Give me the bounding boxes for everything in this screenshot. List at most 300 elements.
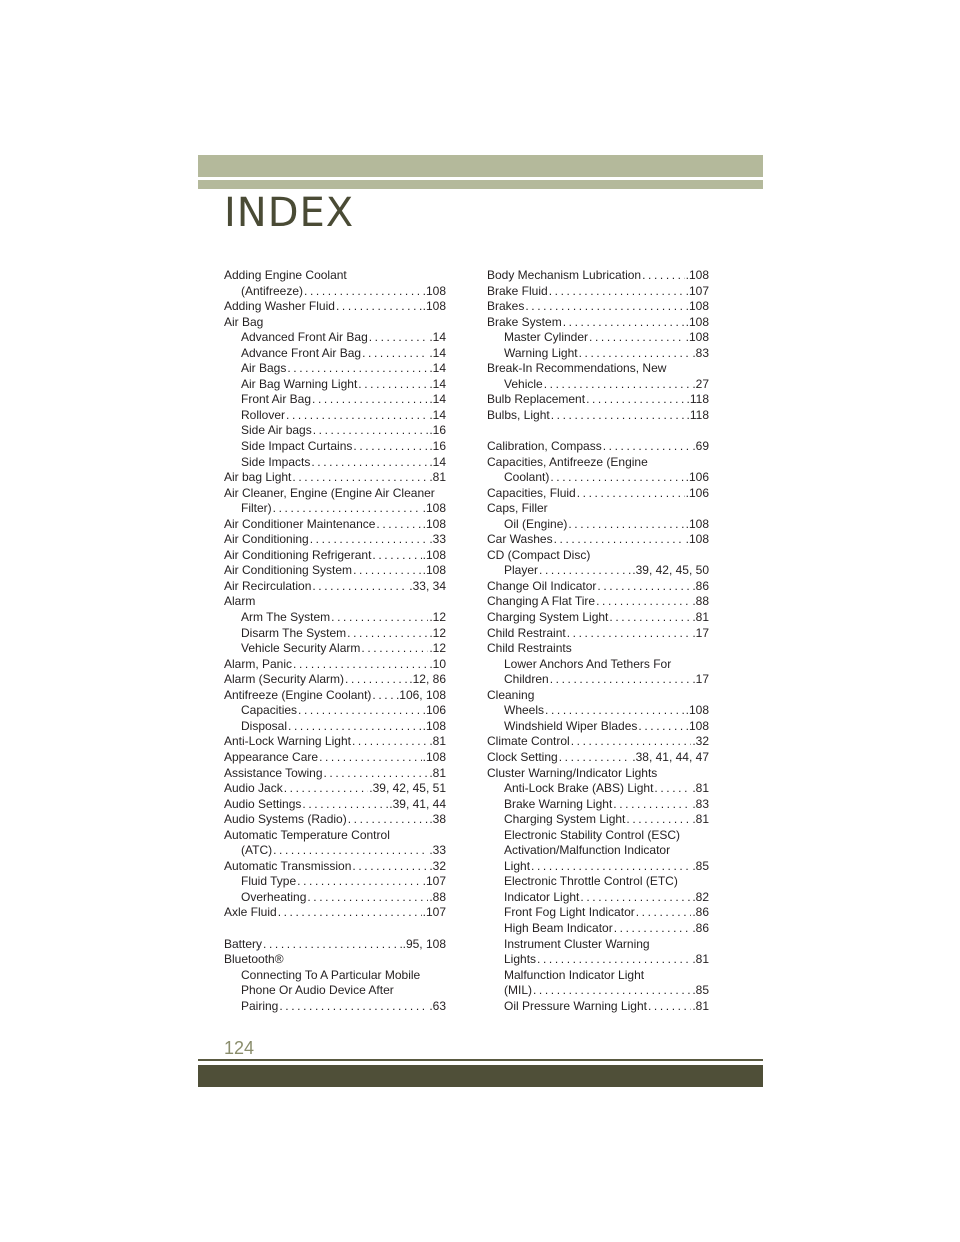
dot-leader — [609, 610, 691, 626]
index-entry-page: .86 — [692, 578, 709, 593]
index-entry — [487, 983, 709, 999]
index-column-right — [487, 268, 709, 1014]
index-entry — [487, 905, 709, 921]
index-entry — [224, 439, 446, 455]
index-entry-text: Alarm — [224, 594, 256, 609]
index-entry-text: Connecting To A Particular Mobile — [241, 967, 421, 982]
dot-leader — [273, 501, 422, 517]
index-entry-page: .108 — [422, 563, 446, 578]
index-entry — [224, 905, 446, 921]
index-entry — [224, 688, 446, 704]
index-entry-text: Disposal — [241, 718, 288, 733]
dot-leader — [313, 423, 429, 439]
index-entry — [224, 750, 446, 766]
index-entry — [487, 952, 709, 968]
index-entry-text: Automatic Transmission — [224, 858, 352, 873]
index-entry — [224, 983, 446, 999]
dot-leader — [287, 361, 428, 377]
dot-leader — [307, 890, 428, 906]
index-entry-page: .85 — [692, 858, 709, 873]
index-entry — [487, 781, 709, 797]
index-entry-page: .14 — [429, 376, 446, 391]
index-entry-page: .27 — [692, 376, 709, 391]
dot-leader — [568, 517, 684, 533]
index-entry — [224, 392, 446, 408]
dot-leader — [312, 579, 408, 595]
index-entry — [487, 517, 709, 533]
dot-leader — [345, 672, 408, 688]
index-entry — [224, 517, 446, 533]
index-entry-page: .88 — [429, 889, 446, 904]
index-entry-text: Side Air bags — [241, 423, 312, 438]
index-entry-page: .108 — [685, 268, 709, 282]
index-entry-page: .32 — [692, 734, 709, 749]
dot-leader — [579, 346, 692, 362]
index-entry — [487, 626, 709, 642]
dot-leader — [586, 392, 685, 408]
index-entry-text: Fluid Type — [241, 874, 297, 889]
dot-leader — [636, 905, 692, 921]
index-entry — [224, 268, 446, 284]
index-entry-text: Automatic Temperature Control — [224, 827, 390, 842]
header-band — [198, 155, 763, 177]
index-entry-text: Rollover — [241, 407, 286, 422]
index-entry-page: .107 — [422, 905, 446, 920]
index-entry-page: .81 — [429, 765, 446, 780]
index-entry — [224, 766, 446, 782]
index-entry — [487, 766, 709, 782]
dot-leader — [336, 299, 422, 315]
dot-leader — [559, 750, 632, 766]
index-entry — [487, 455, 709, 471]
dot-leader — [298, 703, 422, 719]
index-entry-page: .108 — [685, 299, 709, 314]
index-entry-text: Capacities, Fluid — [487, 485, 576, 500]
index-entry — [487, 361, 709, 377]
index-entry-text: Bulb Replacement — [487, 392, 586, 407]
index-entry-page: .81 — [692, 952, 709, 967]
index-entry-text: Air Conditioning System — [224, 563, 353, 578]
dot-leader — [293, 657, 428, 673]
dot-leader — [537, 952, 691, 968]
index-entry — [224, 486, 446, 502]
index-entry — [224, 797, 446, 813]
index-entry-page: .108 — [685, 516, 709, 531]
index-entry-text: Air Bag — [224, 314, 264, 329]
index-entry-page: .63 — [429, 998, 446, 1013]
index-entry — [487, 548, 709, 564]
index-entry-page: .14 — [429, 361, 446, 376]
index-entry — [224, 610, 446, 626]
index-entry-text: Break-In Recommendations, New — [487, 361, 667, 376]
index-entry-page: .81 — [692, 610, 709, 625]
index-entry — [224, 315, 446, 331]
index-entry-page: .108 — [685, 532, 709, 547]
dot-leader — [638, 719, 684, 735]
index-entry — [487, 703, 709, 719]
index-entry-text: Vehicle — [504, 376, 543, 391]
index-entry-text: Car Washes — [487, 532, 553, 547]
index-entry-page: .10 — [429, 656, 446, 671]
index-entry — [487, 377, 709, 393]
index-entry-text: Caps, Filler — [487, 501, 548, 516]
index-entry-page: .108 — [422, 718, 446, 733]
index-entry-text: Antifreeze (Engine Coolant) — [224, 687, 372, 702]
index-entry-text: Air Conditioning Refrigerant — [224, 547, 372, 562]
index-entry-page: .108 — [422, 299, 446, 314]
index-entry — [224, 299, 446, 315]
index-entry — [487, 890, 709, 906]
index-entry — [487, 657, 709, 673]
index-entry-text: Front Air Bag — [241, 392, 312, 407]
index-entry-text: Capacities — [241, 703, 298, 718]
index-entry — [224, 423, 446, 439]
index-entry — [487, 688, 709, 704]
index-entry-text: Electronic Throttle Control (ETC) — [504, 874, 678, 889]
index-entry — [487, 859, 709, 875]
index-entry-page: .118 — [686, 407, 709, 422]
index-entry-text: Brake System — [487, 314, 562, 329]
index-entry-page: .14 — [429, 345, 446, 360]
dot-leader — [369, 330, 429, 346]
index-entry-page: .14 — [429, 330, 446, 345]
index-entry-text: Battery — [224, 936, 263, 951]
dot-leader — [284, 781, 369, 797]
dot-leader — [549, 284, 685, 300]
dot-leader — [544, 377, 692, 393]
index-entry — [224, 470, 446, 486]
index-entry-text: Brake Warning Light — [504, 796, 613, 811]
index-entry — [487, 843, 709, 859]
index-entry — [224, 781, 446, 797]
index-entry — [224, 532, 446, 548]
index-entry-text: Activation/Malfunction Indicator — [504, 843, 671, 858]
index-entry-page: .86 — [692, 905, 709, 920]
index-entry-text: Instrument Cluster Warning — [504, 936, 650, 951]
index-entry-text: (MIL) — [504, 983, 532, 998]
index-entry — [487, 999, 709, 1015]
dot-leader — [550, 470, 684, 486]
index-entry-page: .39, 42, 45, 50 — [632, 563, 709, 578]
index-entry-page: .108 — [422, 283, 446, 298]
index-entry-text: Air Cleaner, Engine (Engine Air Cleaner — [224, 485, 435, 500]
index-entry — [224, 548, 446, 564]
index-entry-page: .33, 34 — [409, 578, 446, 593]
dot-leader — [525, 299, 684, 315]
index-entry — [487, 828, 709, 844]
index-entry-page: .106 — [422, 703, 446, 718]
index-entry-page: .38, 41, 44, 47 — [632, 749, 709, 764]
index-entry — [224, 361, 446, 377]
index-entry-text: Climate Control — [487, 734, 570, 749]
dot-leader — [597, 579, 691, 595]
index-entry-text: Advance Front Air Bag — [241, 345, 362, 360]
dot-leader — [648, 999, 691, 1015]
index-entry-page: .82 — [692, 889, 709, 904]
dot-leader — [551, 408, 686, 424]
dot-leader — [319, 750, 422, 766]
index-entry — [224, 952, 446, 968]
header-rule — [198, 180, 763, 189]
dot-leader — [372, 548, 421, 564]
dot-leader — [310, 532, 429, 548]
dot-leader — [626, 812, 691, 828]
dot-leader — [297, 874, 421, 890]
index-entry-text: Wheels — [504, 703, 545, 718]
index-entry — [224, 330, 446, 346]
index-entry — [487, 284, 709, 300]
index-entry-text: Windshield Wiper Blades — [504, 718, 638, 733]
dot-leader — [304, 284, 422, 300]
index-entry-text: Appearance Care — [224, 749, 319, 764]
index-entry-text: Air Bag Warning Light — [241, 376, 358, 391]
index-entry-text: Light — [504, 858, 531, 873]
index-entry-text: Alarm (Security Alarm) — [224, 672, 345, 687]
index-entry-page: .16 — [429, 439, 446, 454]
index-entry-text: Electronic Stability Control (ESC) — [504, 827, 681, 842]
index-entry-text: Malfunction Indicator Light — [504, 967, 645, 982]
dot-leader — [372, 688, 395, 704]
index-entry-text: Coolant) — [504, 470, 550, 485]
dot-leader — [531, 859, 691, 875]
index-entry-text: Oil (Engine) — [504, 516, 568, 531]
index-entry-text: Children — [504, 672, 549, 687]
index-entry — [224, 812, 446, 828]
index-entry — [487, 921, 709, 937]
dot-leader — [550, 672, 692, 688]
index-entry-text: Filter) — [241, 501, 272, 516]
index-entry — [224, 874, 446, 890]
index-entry-text: Audio Systems (Radio) — [224, 812, 347, 827]
index-entry — [487, 812, 709, 828]
index-entry-page: .16 — [429, 423, 446, 438]
index-entry — [487, 315, 709, 331]
index-entry — [487, 968, 709, 984]
dot-leader — [358, 377, 428, 393]
index-entry-page: .86 — [692, 920, 709, 935]
index-entry-page: .38 — [429, 812, 446, 827]
dot-leader — [571, 734, 692, 750]
index-entry-text: Air Conditioning — [224, 532, 309, 547]
index-entry-text: Cleaning — [487, 687, 535, 702]
index-entry — [224, 843, 446, 859]
index-entry-text: Axle Fluid — [224, 905, 277, 920]
dot-leader — [589, 330, 685, 346]
index-entry-text: Anti-Lock Brake (ABS) Light — [504, 781, 654, 796]
index-entry-text: Bluetooth® — [224, 952, 284, 967]
index-entry — [487, 299, 709, 315]
index-entry-text: Anti-Lock Warning Light — [224, 734, 351, 749]
index-entry-text: Audio Settings — [224, 796, 302, 811]
index-entry-page: .108 — [422, 516, 446, 531]
index-entry — [487, 470, 709, 486]
dot-leader — [286, 408, 428, 424]
index-entry-text: Indicator Light — [504, 889, 580, 904]
index-entry-text: Player — [504, 563, 539, 578]
dot-leader — [302, 797, 388, 813]
index-entry-page: .12 — [429, 641, 446, 656]
dot-leader — [563, 315, 685, 331]
index-entry-page: .107 — [422, 874, 446, 889]
index-entry — [224, 579, 446, 595]
index-entry-page: .12, 86 — [409, 672, 446, 687]
index-entry — [487, 408, 709, 424]
dot-leader — [311, 455, 428, 471]
index-entry — [487, 594, 709, 610]
index-entry-page: .108 — [685, 718, 709, 733]
dot-leader — [596, 594, 691, 610]
index-entry-text: Air Bags — [241, 361, 287, 376]
index-entry-page: .33 — [429, 532, 446, 547]
dot-leader — [353, 439, 428, 455]
index-entry-page: .33 — [429, 843, 446, 858]
index-entry — [224, 968, 446, 984]
index-entry-text: Cluster Warning/Indicator Lights — [487, 765, 658, 780]
index-entry-page: .39, 42, 45, 51 — [369, 781, 446, 796]
index-entry-text: Warning Light — [504, 345, 578, 360]
index-entry — [487, 797, 709, 813]
index-entry — [487, 610, 709, 626]
index-entry-text: Side Impact Curtains — [241, 439, 353, 454]
index-entry — [224, 563, 446, 579]
index-entry-text: (Antifreeze) — [241, 283, 304, 298]
index-entry-page: .81 — [429, 470, 446, 485]
index-entry-page: .83 — [692, 796, 709, 811]
index-entry-text: Audio Jack — [224, 781, 283, 796]
dot-leader — [352, 734, 428, 750]
index-entry — [487, 750, 709, 766]
index-entry-page: .81 — [429, 734, 446, 749]
index-entry-page: .39, 41, 44 — [389, 796, 446, 811]
index-entry-text: Arm The System — [241, 610, 331, 625]
index-entry — [487, 672, 709, 688]
index-entry-text: Assistance Towing — [224, 765, 323, 780]
index-entry-page: .107 — [685, 283, 709, 298]
index-entry-text: Adding Washer Fluid — [224, 299, 335, 314]
index-entry — [224, 657, 446, 673]
index-entry — [487, 874, 709, 890]
dot-leader — [288, 719, 422, 735]
index-entry-page: .14 — [429, 407, 446, 422]
index-entry-page: .108 — [422, 547, 446, 562]
index-entry-page: .108 — [422, 501, 446, 516]
dot-leader — [554, 532, 685, 548]
index-entry-text: Change Oil Indicator — [487, 578, 597, 593]
index-entry-text: Phone Or Audio Device After — [241, 983, 394, 998]
dot-leader — [278, 905, 422, 921]
index-entry — [224, 734, 446, 750]
index-entry-page: .95, 108 — [402, 936, 446, 951]
footer-band — [198, 1065, 763, 1087]
index-entry-text: Adding Engine Coolant — [224, 268, 347, 282]
index-entry-text: Air bag Light — [224, 470, 292, 485]
index-entry-page: .108 — [685, 330, 709, 345]
index-entry-text: Advanced Front Air Bag — [241, 330, 368, 345]
dot-leader — [331, 610, 428, 626]
dot-leader — [567, 626, 692, 642]
index-entry — [224, 828, 446, 844]
index-entry-page: .14 — [429, 454, 446, 469]
index-entry — [487, 937, 709, 953]
index-entry — [224, 408, 446, 424]
dot-leader — [352, 859, 428, 875]
index-entry-text: Alarm, Panic — [224, 656, 293, 671]
dot-leader — [361, 641, 428, 657]
index-entry — [487, 501, 709, 517]
index-entry-text: Lights — [504, 952, 537, 967]
index-entry — [487, 268, 709, 284]
index-entry — [487, 330, 709, 346]
index-entry — [224, 719, 446, 735]
index-entry — [224, 672, 446, 688]
index-entry-text: Bulbs, Light — [487, 407, 550, 422]
index-entry — [487, 486, 709, 502]
index-entry-text: Air Recirculation — [224, 578, 312, 593]
index-entry-text: Charging System Light — [504, 812, 626, 827]
index-entry-page: .14 — [429, 392, 446, 407]
index-entry — [487, 719, 709, 735]
index-entry-page: .106, 108 — [395, 687, 446, 702]
index-entry — [224, 346, 446, 362]
index-entry — [487, 734, 709, 750]
dot-leader — [362, 346, 428, 362]
dot-leader — [654, 781, 691, 797]
dot-leader — [580, 890, 691, 906]
index-entry — [224, 594, 446, 610]
index-entry-text: Overheating — [241, 889, 307, 904]
index-entry-page: .106 — [685, 470, 709, 485]
index-column-left — [224, 268, 446, 1014]
index-entry-text: Oil Pressure Warning Light — [504, 998, 647, 1013]
dot-leader — [376, 517, 421, 533]
footer-rule — [198, 1059, 763, 1061]
dot-leader — [292, 470, 428, 486]
index-entry-text: Side Impacts — [241, 454, 311, 469]
page-number: 124 — [224, 1038, 255, 1058]
index-entry-text: Front Fog Light Indicator — [504, 905, 635, 920]
dot-leader — [545, 703, 685, 719]
index-entry-page: .69 — [692, 439, 709, 454]
index-entry-text: Lower Anchors And Tethers For — [504, 656, 672, 671]
index-entry-page: .118 — [686, 392, 709, 407]
index-entry-page: .83 — [692, 345, 709, 360]
index-entry — [224, 703, 446, 719]
index-entry — [487, 579, 709, 595]
dot-leader — [273, 843, 428, 859]
index-entry-page: .12 — [429, 610, 446, 625]
index-entry — [487, 532, 709, 548]
dot-leader — [324, 766, 429, 782]
dot-leader — [348, 812, 429, 828]
index-entry-text: Changing A Flat Tire — [487, 594, 596, 609]
index-entry — [224, 937, 446, 953]
index-entry — [224, 377, 446, 393]
index-entry-text: CD (Compact Disc) — [487, 547, 591, 562]
index-entry-text: Brakes — [487, 299, 525, 314]
index-entry-page: .17 — [692, 625, 709, 640]
index-entry-page: .81 — [692, 781, 709, 796]
index-entry — [224, 859, 446, 875]
index-entry-text: Disarm The System — [241, 625, 347, 640]
index-entry-page: .108 — [685, 703, 709, 718]
dot-leader — [642, 268, 685, 284]
section-gap — [487, 423, 709, 439]
index-entry — [224, 890, 446, 906]
index-entry-page: .88 — [692, 594, 709, 609]
dot-leader — [577, 486, 685, 502]
dot-leader — [603, 439, 692, 455]
dot-leader — [347, 626, 428, 642]
